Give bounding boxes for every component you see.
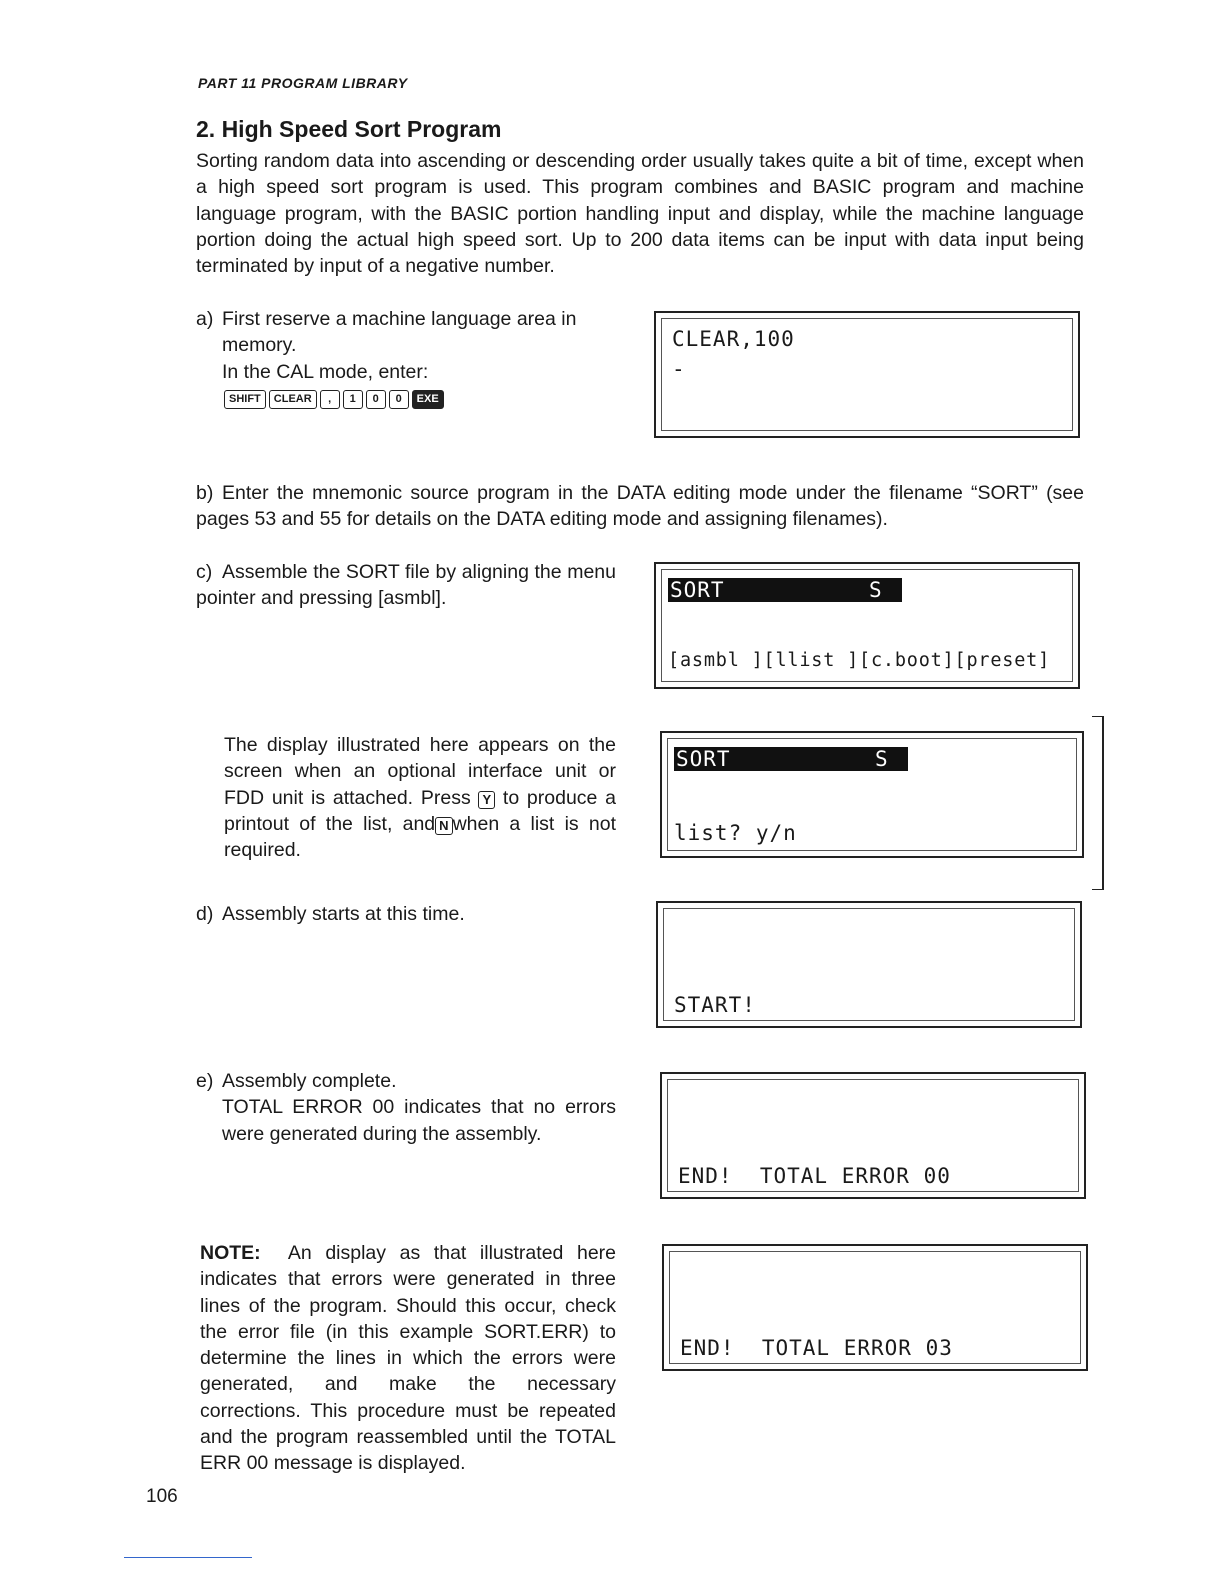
one-key: 1	[343, 390, 363, 409]
file-mode: S	[869, 578, 883, 602]
step-e-label: e)	[196, 1070, 214, 1092]
note-paragraph	[200, 1240, 616, 1477]
note-text: An display as that illustrated here indicates that errors were generated in three lines of the program. Should this occur, check the error file (in this example SORT.ERR) to determine the lines in which the errors were generated, and make the necessary corrections. This procedure must be repeated and the program reassembled until the TOTAL ERR 00 message is displayed.	[200, 1242, 617, 1475]
end-message: END! TOTAL ERROR 00	[678, 1164, 951, 1188]
exe-key: EXE	[412, 390, 444, 409]
file-name-highlight: SORT	[670, 578, 725, 602]
footer-rule	[124, 1557, 252, 1558]
lcd-screen-clear	[654, 311, 1080, 438]
step-c-label: c)	[196, 561, 213, 583]
step-e	[196, 1068, 616, 1147]
list-note-text2: to produce a printout of the list, and	[224, 786, 616, 835]
step-a	[196, 306, 616, 385]
step-a-line3: In the CAL mode, enter:	[222, 360, 429, 383]
key-sequence	[224, 390, 444, 409]
clear-key: CLEAR	[269, 390, 317, 409]
bracket-line	[1092, 716, 1104, 890]
step-a-line1: First reserve a machine language area in	[222, 308, 577, 330]
zero-key: 0	[366, 390, 386, 409]
lcd-screen-start	[656, 901, 1082, 1028]
section-title: 2. High Speed Sort Program	[196, 116, 502, 142]
intro-paragraph: Sorting random data into ascending or descending order usually takes quite a bit of time, except when a high speed sort program is used. This program combines and BASIC program and machine language program, with the BASIC portion handling input and display, while the machine language portion doing the actual high speed sort. Up to 200 data items can be input with data input being terminated by input of a negative number.	[196, 150, 1084, 278]
lcd-cursor: -	[672, 357, 686, 381]
step-c	[196, 559, 616, 612]
step-c-text: Assemble the SORT file by aligning the menu pointer and pressing [asmbl].	[196, 561, 616, 610]
y-key: Y	[478, 791, 495, 809]
step-b-text: Enter the mnemonic source program in the DATA editing mode under the filename “SORT” (see pages 53 and 55 for details on the DATA editing mode and assigning filenames).	[196, 482, 1084, 531]
step-b-label: b)	[196, 482, 214, 504]
zero-key: 0	[389, 390, 409, 409]
lcd-screen-list	[660, 731, 1084, 858]
step-d	[196, 901, 616, 927]
page-number: 106	[146, 1486, 178, 1507]
step-a-line2: memory.	[222, 334, 297, 357]
file-name-highlight: SORT	[676, 747, 731, 771]
step-b	[196, 480, 1084, 533]
end-message: END! TOTAL ERROR 03	[680, 1336, 953, 1360]
step-a-label: a)	[196, 308, 214, 330]
lcd-screen-menu	[654, 562, 1080, 689]
step-d-label: d)	[196, 903, 214, 925]
file-mode: S	[875, 747, 889, 771]
step-e-line1: Assembly complete.	[222, 1070, 397, 1092]
n-key: N	[435, 817, 452, 835]
start-message: START!	[674, 993, 756, 1017]
lcd-screen-end-00	[660, 1072, 1086, 1199]
step-d-text: Assembly starts at this time.	[222, 903, 465, 925]
comma-key: ,	[320, 390, 340, 409]
lcd-line: CLEAR,100	[672, 327, 795, 351]
shift-key: SHIFT	[224, 390, 266, 409]
list-note-text1: The display illustrated here appears on the screen when an optional interface unit or FDD unit is attached. Press	[224, 734, 616, 809]
list-note-text3: when a list is not required.	[224, 812, 617, 862]
function-menu: [asmbl ][llist ][c.boot][preset]	[668, 650, 1051, 671]
note-label: NOTE:	[200, 1242, 261, 1264]
lcd-screen-end-03	[662, 1244, 1088, 1371]
list-note	[224, 732, 616, 863]
step-e-text: TOTAL ERROR 00 indicates that no errors were generated during the assembly.	[222, 1096, 616, 1145]
running-header: PART 11 PROGRAM LIBRARY	[198, 75, 408, 91]
list-prompt: list? y/n	[674, 821, 797, 845]
